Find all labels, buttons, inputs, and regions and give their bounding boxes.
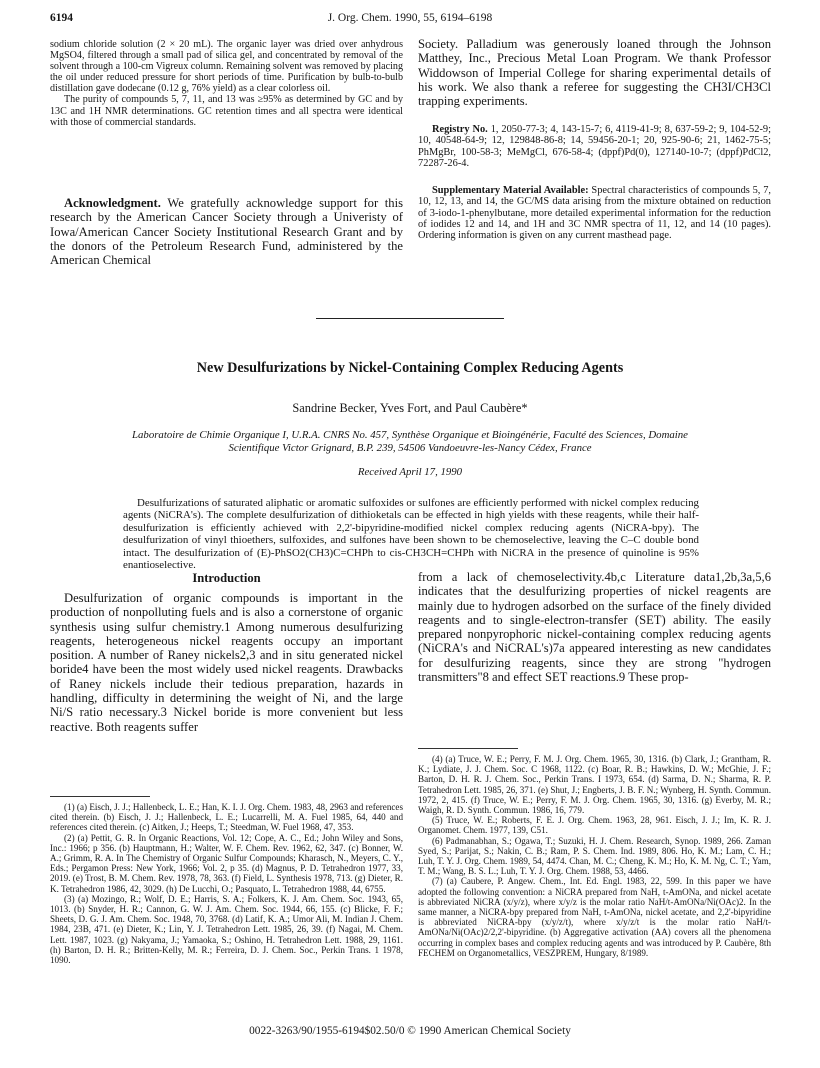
supplementary-block	[418, 185, 771, 241]
supplementary-text: Spectral characteristics of compounds 5, 7, 10, 12, 13, and 14, the GC/MS data arising from the mixture obtained on reduction of 3-iodo-1-phenylbutane, more detailed experimental information for the reduction of iodides 12 and 14, and 1H and 3C NMR spectra of 11, 12, and 14 (10 pages). Ordering information is given on any current masthead page.	[418, 185, 771, 242]
top-left-column	[50, 39, 403, 128]
footnote-2: (2) (a) Pettit, G. R. In Organic Reactions, Vol. 12; Cope, A. C., Ed.; John Wiley and Sons, Inc.: 1966; p 356. (b) Hauptmann, H.; Walter, W. F. Chem. Rev. 1962, 62, 347. (c) Bonner, W. A.; Grimm, R. A. In The Chemistry of Organic Sulfur Compounds; Kharasch, N., Meyers, C. Y., Eds.; Pergamon Press: New York, 1966; Vol. 2, p 35. (d) Magnus, P. D. Tetrahedron 1977, 33, 2019. (e) Trost, B. M. Chem. Rev. 1978, 78, 363. (f) Field, L. Synthesis 1978, 713. (g) Dieter, R. K. Tetrahedron 1986, 42, 3029. (h) De Lucchi, O.; Pasquato, L. Tetrahedron 1988, 44, 6755.	[50, 832, 403, 894]
supplementary-label: Supplementary Material Available:	[432, 185, 589, 196]
section-heading-introduction: Introduction	[192, 571, 261, 585]
affiliation: Laboratoire de Chimie Organique I, U.R.A. CNRS No. 457, Synthèse Organique et Bioingénérie, Faculté des Sciences, Domaine Scientifique Victor Grignard, B.P. 239, 54506 Vandoeuvre-les-Nancy Cédex, France	[132, 429, 688, 454]
acknowledgment	[50, 196, 403, 267]
footnote-5: (5) Truce, W. E.; Roberts, F. E. J. Org. Chem. 1963, 28, 961. Eisch, J. J.; Im, K. R. J. Organomet. Chem. 1977, 139, C51.	[418, 815, 771, 836]
copyright-footer: 0022-3263/90/1955-6194$02.50/0 © 1990 American Chemical Society	[249, 1025, 571, 1037]
experimental-continuation: sodium chloride solution (2 × 20 mL). The organic layer was dried over anhydrous MgSO4, filtered through a small pad of silica gel, and concentrated by removal of the solvent through a 100-cm Vigreux column. Remaining solvent was removed by placing the oil under reduced pressure for short periods of time. Purification by bulb-to-bulb distillation gave dodecane (0.12 g, 76% yield) as a clear colorless oil.	[50, 39, 403, 95]
footnote-3: (3) (a) Mozingo, R.; Wolf, D. E.; Harris, S. A.; Folkers, K. J. Am. Chem. Soc. 1943, 65, 1013. (b) Snyder, H. R.; Cannon, G. W. J. Am. Chem. Soc. 1944, 66, 155. (c) Blicke, F. F.; Sheets, D. G. J. Am. Chem. Soc. 1948, 70, 3768. (d) Latif, K. A.; Umor Ali, M. Indian J. Chem. 1984, 23B, 471. (e) Dieter, K.; Lin, Y. J. Tetrahedron Lett. 1985, 26, 39. (f) Nagai, M. Chem. Lett. 1987, 1023. (g) Nakyama, J.; Yamaoka, S.; Oshino, H. Tetrahedron Lett. 1988, 29, 1161. (h) Barton, D. H. R.; Britten-Kelly, M. R.; Ferreira, D. J. Chem. Soc., Perkin Trans. 1 1978, 1090.	[50, 893, 403, 966]
authors: Sandrine Becker, Yves Fort, and Paul Caubère*	[292, 401, 528, 415]
ack-cont-text: Society. Palladium was generously loaned through the Johnson Matthey, Inc., Precious Metal Loan Program. We thank Professor Widdowson of Imperial College for sharing experimental details of his work. We also thank a referee for suggesting the CH3I/CH3Cl trapping experiments.	[418, 37, 771, 109]
registry-block	[418, 124, 771, 169]
footnote-7: (7) (a) Caubere, P. Angew. Chem., Int. Ed. Engl. 1983, 22, 599. In this paper we have adopted the following convention: a NiCRA prepared from NaH, t-AmONa, and nickel acetate is abbreviated NiCRA (x/y/z), where x/y/z is the molar ratio NaH/t-AmONa/Ni(OAc)2. In the same manner, a NiCRA-bpy prepared from NaH, t-AmONa, nickel acetate, and 2,2'-bipyridine is abbreviated NiCRA-bpy (x/y/z/t), where x/y/z/t is the molar ratio NaH/t-AmONa/Ni(OAc)2/2,2'-bipyridine. (b) Aggregative activation (AA) covers all the phenomena occurring in complex bases and complex reducing agents and was introduced by P. Caubère, 8th FECHEM on Organometallics, VESZPREM, Hungary, 8/1989.	[418, 876, 771, 958]
registry-label: Registry No.	[432, 124, 488, 135]
intro-left-text: Desulfurization of organic compounds is important in the production of nonpolluting fuels and is also a cornerstone of organic synthesis using sulfur chemistry.1 Among numerous desulfurizing reagents, heterogeneous nickel reagents occupy an important position. A number of Raney nickels2,3 and in situ generated nickel boride4 have been the most widely used nickel reagents. Drawbacks of Raney nickels include their tedious preparation, hazards in handling, difficulty in determining the weight of Ni, and the large Ni/S ratio necessary.3 Nickel boride is more convenient but less reactive. Both reagents suffer	[50, 591, 403, 734]
acknowledgment-continuation	[418, 37, 771, 108]
registry-text: 1, 2050-77-3; 4, 143-15-7; 6, 4119-41-9; 8, 637-59-2; 9, 104-52-9; 10, 40548-64-9; 12, 129848-86-8; 14, 59456-20-1; 20, 925-90-6; 21, 1462-75-5; PhMgBr, 100-58-3; MeMgCl, 676-58-4; (dppf)Pd(0), 127140-10-7; (dppf)PdCl2, 72287-26-4.	[418, 124, 771, 169]
footnote-rule-right	[418, 748, 518, 749]
intro-left	[50, 591, 403, 734]
footnotes-left	[50, 802, 403, 965]
footnotes-right	[418, 754, 771, 958]
article-divider	[316, 318, 504, 319]
received-date: Received April 17, 1990	[357, 466, 463, 478]
intro-right	[418, 570, 771, 684]
footnote-6: (6) Padmanabhan, S.; Ogawa, T.; Suzuki, H. J. Chem. Research, Synop. 1989, 266. Zaman Syed, S.; Parijat, S.; Nakin, C. B.; Ram, P. S. Chem. Ind. 1989, 806. Ho, K. M.; Lam, C. H.; Luh, T. Y. J. Org. Chem. 1989, 54, 4474. Chan, M. C.; Cheng, K. M.; Ho, K. M. Ng, C. T.; Yam, T. M.; Wang, B. S. L.; Luh, T. Y. J. Org. Chem. 1988, 53, 4466.	[418, 835, 771, 877]
article-title: New Desulfurizations by Nickel-Containing Complex Reducing Agents	[196, 360, 624, 376]
abstract-text: Desulfurizations of saturated aliphatic or aromatic sulfoxides or sulfones are efficiently performed with nickel complex reducing agents (NiCRA's). The complete desulfurization of dithioketals can be effected in high yields with these reagents, while their half-desulfurization is efficiently achieved with 2,2'-bipyridine-modified nickel complex reducing agents (NiCRA-bpy). The desulfurization of vinyl thioethers, sulfoxides, and sulfones have been shown to be chemoselective, leaving the C–C double bond intact. The desulfurization of (E)-PhSO2(CH3)C=CHPh to cis-CH3CH=CHPh with NiCRA in the presence of quinoline is 95% enantioselective.	[123, 497, 699, 572]
footnote-1: (1) (a) Eisch, J. J.; Hallenbeck, L. E.; Han, K. I. J. Org. Chem. 1983, 48, 2963 and references cited therein. (b) Eisch, J. J.; Hallenbeck, L. E.; Lucarrelli, M. A. Fuel 1985, 64, 440 and references cited therein. (c) Aitken, J.; Heeps, T.; Steedman, W. Fuel 1968, 47, 353.	[50, 802, 403, 833]
intro-right-text: from a lack of chemoselectivity.4b,c Literature data1,2b,3a,5,6 indicates that the desulfurizing properties of nickel reagents are mainly due to hydrogen adsorbed on the surface of the finely divided reagents and to single-electron-transfer (SET) ability. The easily prepared nonpyrophoric nickel-containing complex reducing agents (NiCRA's and NiCRAL's)7a appeared interesting as new candidates for desulfurizing reagents, since they are strong "hydrogen transmitters"8 and effect SET reactions.9 These prop-	[418, 570, 771, 685]
purity-paragraph: The purity of compounds 5, 7, 11, and 13 was ≥95% as determined by GC and by 13C and 1H NMR determinations. GC retention times and all spectra were identical with those of commercial standards.	[50, 94, 403, 128]
journal-header: J. Org. Chem. 1990, 55, 6194–6198	[327, 12, 493, 24]
abstract	[123, 497, 699, 571]
footnote-4: (4) (a) Truce, W. E.; Perry, F. M. J. Org. Chem. 1965, 30, 1316. (b) Clark, J.; Grantham, R. K.; Lydiate, J. J. Chem. Soc. C 1968, 1122. (c) Boar, R. B.; Hawkins, D. W.; McGhie, J. F.; Barton, D. H. R. J. Chem. Soc., Perkin Trans. I 1973, 654. (d) Sarma, D. N.; Sharma, R. P. Tetrahedron Lett. 1985, 26, 371. (e) Shut, J.; Engberts, J. B. F. N.; Wynberg, H. Synth. Commun. 1972, 2, 415. (f) Truce, W. E.; Perry, F. M. J. Org. Chem. 1965, 30, 1316. (g) Everby, M. R.; Waigh, R. D. Synth. Commun. 1986, 16, 779.	[418, 754, 771, 816]
acknowledgment-text: We gratefully acknowledge support for this research by the American Cancer Society through a Univeristy of Iowa/American Cancer Society Institutional Research Grant and by the donors of the Petroleum Research Fund, administered by the American Chemical	[50, 196, 403, 268]
footnote-rule-left	[50, 796, 150, 797]
acknowledgment-label: Acknowledgment.	[64, 196, 161, 210]
page-number: 6194	[50, 12, 73, 24]
